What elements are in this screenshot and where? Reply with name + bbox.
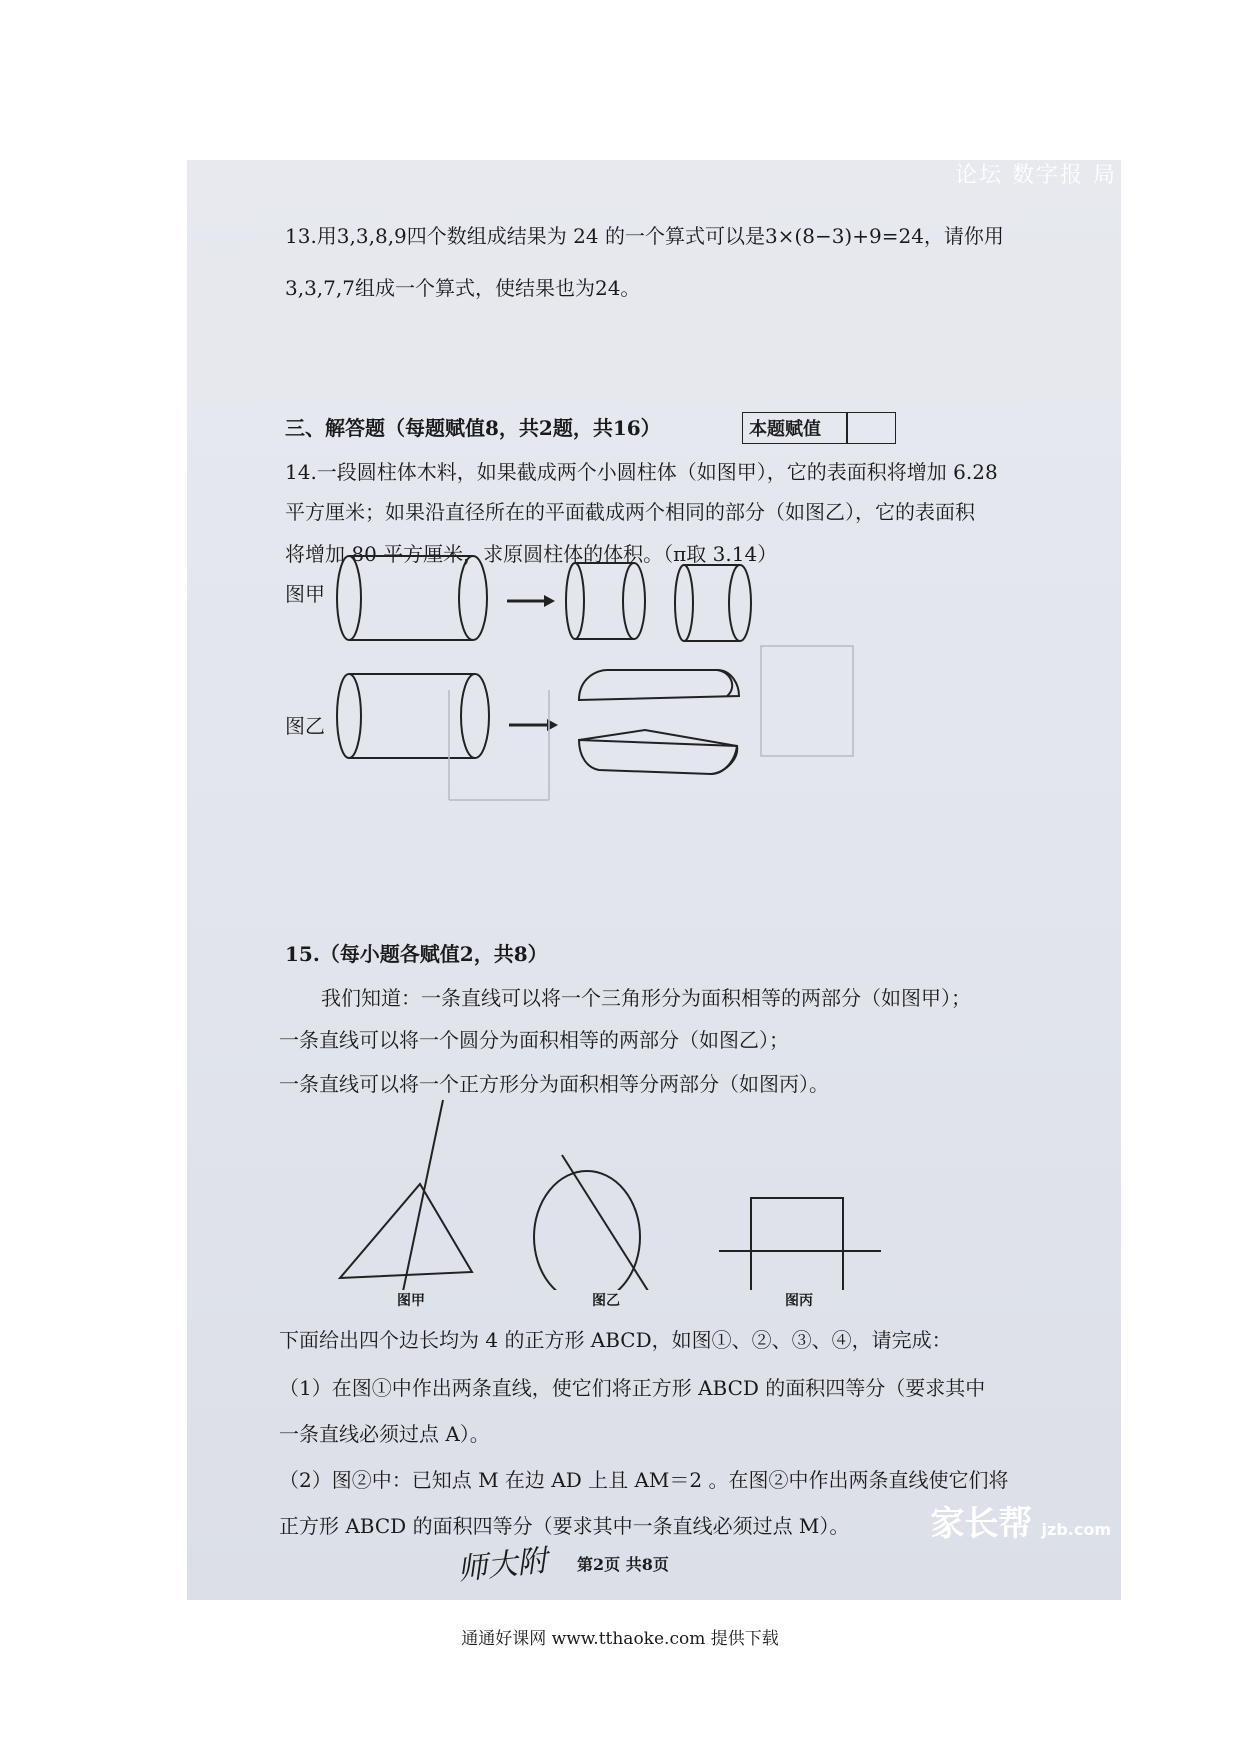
triangle-figure	[340, 1100, 472, 1290]
q14-line1: 14.一段圆柱体木料，如果截成两个小圆柱体（如图甲），它的表面积将增加 6.28	[285, 460, 998, 484]
caption-yi: 图乙	[592, 1293, 620, 1309]
section3-title: 三、解答题（每题赋值8，共2题，共16）	[285, 416, 661, 440]
arrow-jia	[507, 595, 555, 607]
fig-yi-label: 图乙	[285, 714, 325, 738]
q13-line2: 3,3,7,7组成一个算式，使结果也为24。	[285, 276, 641, 300]
page-number: 第2页 共8页	[577, 1555, 669, 1574]
q13-line1: 13.用3,3,8,9四个数组成结果为 24 的一个算式可以是3×(8−3)+9=24，请你用	[285, 224, 1004, 248]
caption-bing: 图丙	[785, 1293, 813, 1309]
caption-jia: 图甲	[397, 1293, 425, 1309]
split-figures	[187, 1060, 1121, 1290]
fig-jia-label: 图甲	[285, 582, 325, 606]
arrow-yi	[509, 719, 558, 731]
handwriting: 师大附	[455, 1543, 549, 1588]
circle-figure	[534, 1155, 657, 1290]
jzb-logo: 家长帮	[930, 1504, 1033, 1544]
q14-line2: 平方厘米；如果沿直径所在的平面截成两个相同的部分（如图乙），它的表面积	[285, 500, 975, 524]
score-label: 本题赋值	[749, 419, 821, 440]
jzb-domain: jzb.com	[1041, 1520, 1111, 1539]
cylinder-figures	[187, 160, 1121, 860]
q15-p1-line2: 一条直线必须过点 A）。	[279, 1422, 490, 1446]
cylinder-original-yi	[337, 674, 489, 758]
download-footer: 通通好课网 www.tthaoke.com 提供下载	[461, 1629, 779, 1649]
header-watermark: 论坛 数字报 局	[955, 163, 1117, 188]
q14-line3: 将增加 80 平方厘米，求原圆柱体的体积。（π取 3.14）	[285, 542, 778, 566]
q15-p2-line2: 正方形 ABCD 的面积四等分（要求其中一条直线必须过点 M）。	[279, 1514, 850, 1538]
q15-intro2: 一条直线可以将一个圆分为面积相等的两部分（如图乙）；	[279, 1028, 789, 1052]
jzb-watermark	[930, 1496, 1111, 1545]
cylinder-original-jia	[337, 556, 487, 640]
q15-intro3: 一条直线可以将一个正方形分为面积相等分两部分（如图丙）。	[279, 1072, 829, 1096]
small-cylinder-1	[566, 563, 645, 639]
q15-p1-line1: （1）在图①中作出两条直线，使它们将正方形 ABCD 的面积四等分（要求其中	[279, 1376, 986, 1400]
half-cylinder-bottom	[579, 730, 737, 774]
small-cylinder-2	[675, 565, 751, 641]
scanned-page-photo	[187, 160, 1121, 1600]
square-figure	[719, 1198, 881, 1290]
q15-intro1: 我们知道：一条直线可以将一个三角形分为面积相等的两部分（如图甲）；	[321, 986, 971, 1010]
q15-task: 下面给出四个边长均为 4 的正方形 ABCD，如图①、②、③、④，请完成：	[279, 1328, 952, 1352]
half-cylinder-top	[579, 670, 739, 700]
q15-p2-line1: （2）图②中：已知点 M 在边 AD 上且 AM＝2 。在图②中作出两条直线使它们将	[279, 1468, 1009, 1492]
q15-title: 15.（每小题各赋值2，共8）	[285, 942, 548, 966]
